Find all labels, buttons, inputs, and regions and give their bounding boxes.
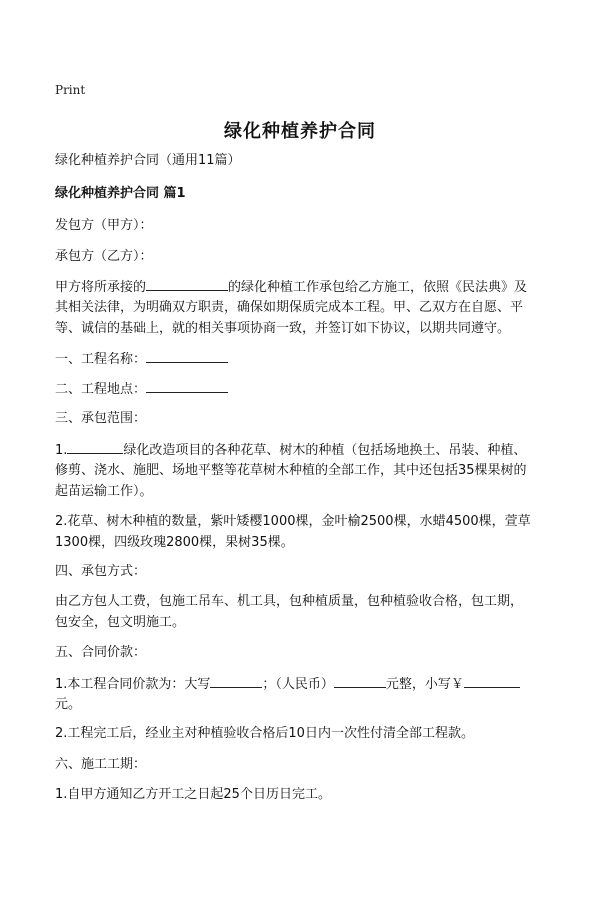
blank-field <box>464 673 520 688</box>
price-text: 元。 <box>55 697 82 712</box>
intro-text: 等、诚信的基础上，就的相关事项协商一致，并签订如下协议，以期共同遵守。 <box>55 321 511 336</box>
section-heading: 绿化种植养护合同 篇1 <box>55 186 186 201</box>
document-title: 绿化种植养护合同 <box>224 121 376 142</box>
scope-text: 1. <box>55 443 68 458</box>
project-name-label: 一、工程名称： <box>55 352 147 367</box>
price-text: 元整，小写￥ <box>385 677 464 692</box>
blank-field <box>210 673 262 688</box>
period-heading: 六、施工工期： <box>55 757 147 772</box>
scope-text: 2.花草、树木种植的数量，紫叶矮樱1000棵，金叶榆2500棵，水蜡4500棵，萱草 <box>55 514 531 529</box>
party-b: 承包方（乙方）： <box>55 249 153 264</box>
project-location-label: 二、工程地点： <box>55 382 147 397</box>
period-item-1: 1.自甲方通知乙方开工之日起25个日历日完工。 <box>55 787 331 802</box>
price-text: 1.本工程合同价款为：大写 <box>55 677 211 692</box>
blank-field <box>334 673 386 688</box>
scope-text: 起苗运输工作）。 <box>55 484 153 499</box>
method-heading: 四、承包方式： <box>55 564 147 579</box>
method-text: 由乙方包人工费，包施工吊车、机工具，包种植质量，包种植验收合格，包工期， <box>55 594 524 609</box>
project-location-row <box>55 378 228 401</box>
intro-text: 甲方将所承接的 <box>55 280 147 295</box>
blank-field <box>146 378 228 393</box>
intro-text: 其相关法律，为明确双方职责，确保如期保质完成本工程。甲、乙双方在自愿、平 <box>55 300 524 315</box>
price-text: ；（人民币） <box>262 677 334 692</box>
project-name-row <box>55 348 228 371</box>
scope-heading: 三、承包范围： <box>55 411 147 426</box>
blank-field <box>146 348 228 363</box>
scope-text: 绿化改造项目的各种花草、树木的种植（包括场地换土、吊装、种植、 <box>123 443 527 458</box>
scope-text: 修剪、浇水、施肥、场地平整等花草树木种植的全部工作，其中还包括35棵果树的 <box>55 463 527 478</box>
blank-field <box>146 276 228 291</box>
subtitle: 绿化种植养护合同（通用11篇） <box>55 153 241 168</box>
price-item-2: 2.工程完工后，经业主对种植验收合格后10日内一次性付清全部工程款。 <box>55 726 474 741</box>
scope-text: 1300棵，四级玫瑰2800棵，果树35棵。 <box>55 535 294 550</box>
blank-field <box>67 439 123 454</box>
price-heading: 五、合同价款： <box>55 645 147 660</box>
party-a: 发包方（甲方）： <box>55 218 153 233</box>
intro-text: 的绿化种植工作承包给乙方施工，依照《民法典》及 <box>228 280 528 295</box>
print-label: Print <box>55 83 86 97</box>
method-text: 包安全，包文明施工。 <box>55 615 186 630</box>
